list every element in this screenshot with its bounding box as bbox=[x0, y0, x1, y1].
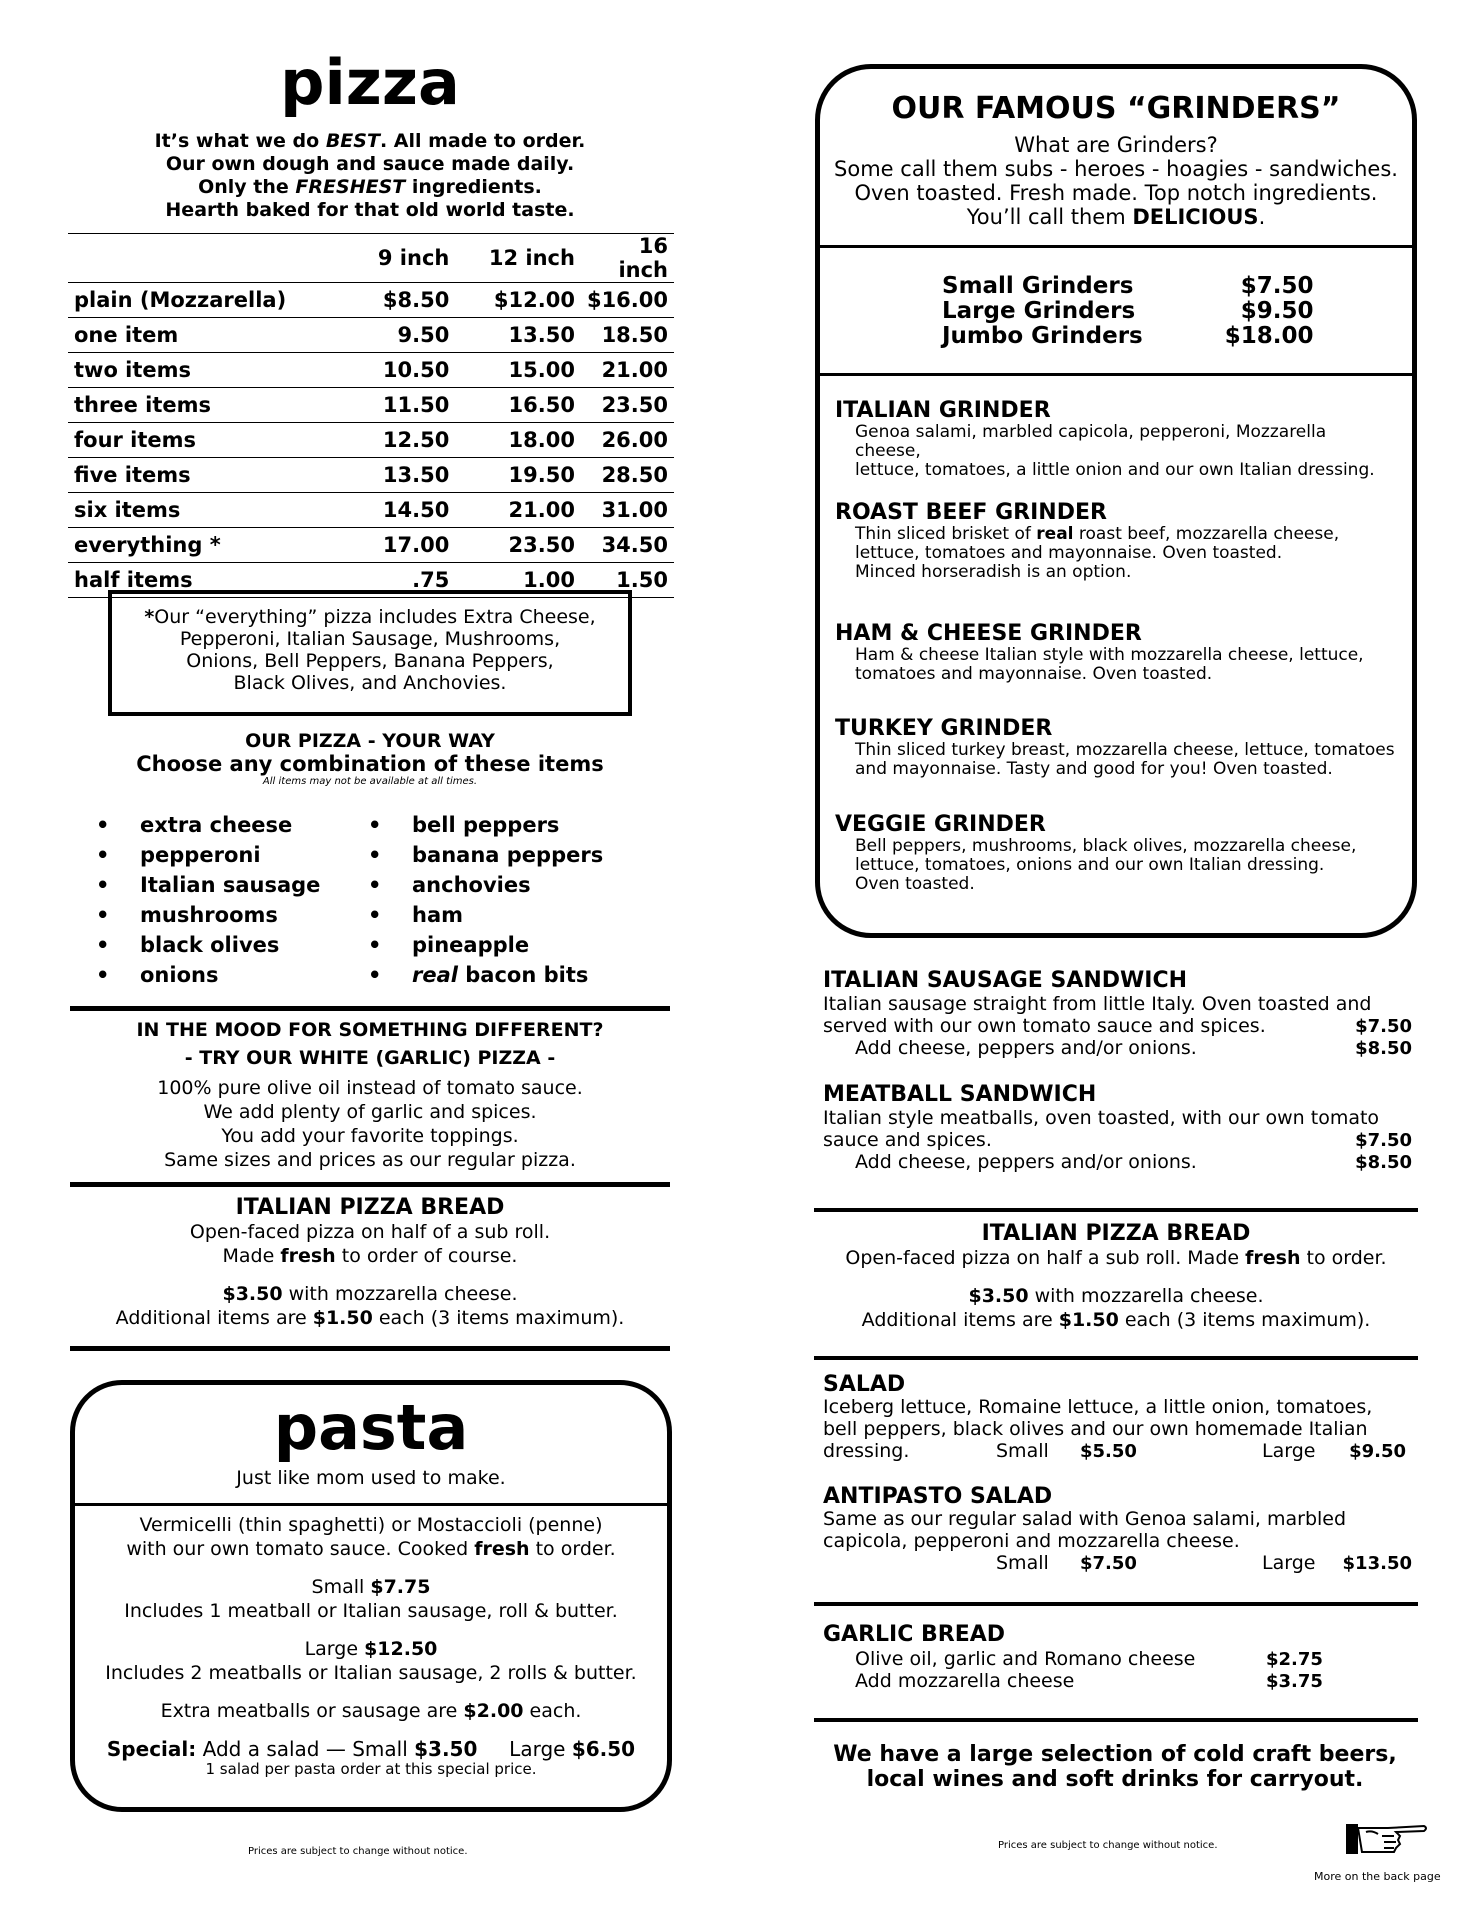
menu-item-veggie-grinder: VEGGIE GRINDER Bell peppers, mushrooms, black olives, mozzarella cheese, lettuce, tomatoes, onions and our own Italian dressing. Oven toasted. bbox=[835, 812, 1357, 894]
topping-label: mushrooms bbox=[140, 903, 278, 927]
price-cell: 21.00 bbox=[581, 353, 674, 388]
size-label: Small bbox=[996, 1440, 1049, 1462]
bullet-icon: • bbox=[368, 963, 382, 987]
size-label: Large bbox=[1262, 1552, 1316, 1574]
sausage-sandwich-desc: served with our own tomato sauce and spices. bbox=[823, 1015, 1266, 1037]
size-name: Small Grinders bbox=[942, 273, 1134, 299]
price: $2.75 bbox=[1266, 1649, 1323, 1670]
bullet-icon: • bbox=[368, 873, 382, 897]
sausage-sandwich-addon: Add cheese, peppers and/or onions. bbox=[855, 1037, 1197, 1059]
price-cell: 21.00 bbox=[455, 493, 581, 528]
price: $7.50 bbox=[1355, 1130, 1412, 1151]
table-row bbox=[68, 388, 674, 423]
price-cell: 12.50 bbox=[345, 423, 456, 458]
pizza-tagline: It’s what we do BEST. All made to order. Our own dough and sauce made daily. Only the FRESHEST ingredients. Hearth baked for that old world taste. bbox=[154, 130, 586, 221]
price-cell: 28.50 bbox=[581, 458, 674, 493]
pizza-bread-section-right: ITALIAN PIZZA BREAD Open-faced pizza on half a sub roll. Made fresh to order. $3.50 with mozzarella cheese. Additional items are $1.50 each (3 items maximum). bbox=[845, 1221, 1387, 1331]
divider bbox=[75, 1503, 667, 1506]
price-cell: 34.50 bbox=[581, 528, 674, 563]
menu-item-ham-cheese-grinder: HAM & CHEESE GRINDER Ham & cheese Italian style with mozzarella cheese, lettuce, tomatoes and mayonnaise. Oven toasted. bbox=[835, 621, 1364, 684]
price-cell: 1.50 bbox=[581, 563, 674, 598]
antipasto-desc: capicola, pepperoni and mozzarella cheese. bbox=[823, 1530, 1240, 1552]
grinder-size-prices bbox=[942, 274, 1314, 349]
table-row bbox=[68, 493, 674, 528]
availability-note: All items may not be available at all times. bbox=[262, 776, 478, 787]
topping-label: extra cheese bbox=[140, 813, 293, 837]
white-pizza-heading: IN THE MOOD FOR SOMETHING DIFFERENT? - TRY OUR WHITE (GARLIC) PIZZA - bbox=[136, 1019, 604, 1069]
price-cell: 18.50 bbox=[581, 318, 674, 353]
price-cell: 14.50 bbox=[345, 493, 456, 528]
divider bbox=[814, 1208, 1418, 1212]
divider bbox=[814, 1356, 1418, 1360]
divider bbox=[820, 373, 1412, 376]
pasta-details: Vermicelli (thin spaghetti) or Mostaccioli (penne) with our own tomato sauce. Cooked fresh to order. Small $7.75 Includes 1 meatball or Italian sausage, roll & butter. Large $12.50 Includes 2 meatballs or Italian sausage, 2 rolls & butter. Extra meatballs or sausage are $2.00 each. Special: Add a salad — Small $3.50 Large $6.50 1 salad per pasta order at this special price. bbox=[105, 1514, 637, 1778]
your-way-heading: OUR PIZZA - YOUR WAY Choose any combination of these items bbox=[136, 730, 604, 776]
antipasto-desc: Same as our regular salad with Genoa salami, marbled bbox=[823, 1508, 1347, 1530]
bullet-icon: • bbox=[96, 843, 110, 867]
table-row bbox=[942, 274, 1314, 299]
row-label: everything * bbox=[68, 528, 345, 563]
topping-label: black olives bbox=[140, 933, 280, 957]
topping-label: Italian sausage bbox=[140, 873, 321, 897]
size-name: Jumbo Grinders bbox=[942, 323, 1143, 349]
meatball-sandwich-title: MEATBALL SANDWICH bbox=[823, 1082, 1097, 1107]
topping-item bbox=[96, 930, 320, 960]
meatball-sandwich-desc: Italian style meatballs, oven toasted, with our own tomato bbox=[823, 1107, 1380, 1129]
grinders-title: OUR FAMOUS “GRINDERS” bbox=[891, 91, 1341, 126]
toppings-list-2 bbox=[368, 810, 603, 990]
table-row bbox=[68, 528, 674, 563]
row-label: one item bbox=[68, 318, 345, 353]
everything-note-box: *Our “everything” pizza includes Extra Cheese, Pepperoni, Italian Sausage, Mushrooms, Onions, Bell Peppers, Banana Peppers, Black Olives, and Anchovies. bbox=[108, 590, 632, 716]
price: $7.50 bbox=[1355, 1016, 1412, 1037]
table-row bbox=[68, 353, 674, 388]
salad-title: SALAD bbox=[823, 1372, 906, 1397]
topping-label: real bbox=[412, 963, 458, 987]
price: $7.50 bbox=[1080, 1553, 1137, 1574]
price-cell: 13.50 bbox=[455, 318, 581, 353]
price-cell: 15.00 bbox=[455, 353, 581, 388]
price: $7.50 bbox=[1240, 273, 1314, 299]
salad-desc: Iceberg lettuce, Romaine lettuce, a little onion, tomatoes, bbox=[823, 1396, 1373, 1418]
row-label: six items bbox=[68, 493, 345, 528]
bullet-icon: • bbox=[96, 873, 110, 897]
topping-label: ham bbox=[412, 903, 464, 927]
topping-label: banana peppers bbox=[412, 843, 604, 867]
pasta-subtitle: Just like mom used to make. bbox=[236, 1467, 506, 1489]
price-cell: 16.50 bbox=[455, 388, 581, 423]
topping-label: bacon bits bbox=[457, 963, 589, 987]
pointing-hand-icon bbox=[1344, 1818, 1430, 1860]
price-cell: 10.50 bbox=[345, 353, 456, 388]
topping-item bbox=[96, 840, 320, 870]
beverages-note: We have a large selection of cold craft beers, local wines and soft drinks for carryout. bbox=[833, 1742, 1397, 1792]
price: $3.75 bbox=[1266, 1671, 1323, 1692]
topping-item bbox=[368, 810, 603, 840]
price-cell: $8.50 bbox=[345, 283, 456, 318]
price: $18.00 bbox=[1224, 323, 1314, 349]
row-label: half items bbox=[68, 563, 345, 598]
price-disclaimer-right: Prices are subject to change without notice. bbox=[998, 1840, 1218, 1851]
price-cell: 1.00 bbox=[455, 563, 581, 598]
table-header-cell: 12 inch bbox=[455, 234, 581, 283]
price-cell: $16.00 bbox=[581, 283, 674, 318]
row-label: five items bbox=[68, 458, 345, 493]
menu-item-turkey-grinder: TURKEY GRINDER Thin sliced turkey breast, mozzarella cheese, lettuce, tomatoes and mayonnaise. Tasty and good for you! Oven toasted. bbox=[835, 716, 1395, 779]
garlic-bread-desc: Olive oil, garlic and Romano cheese bbox=[855, 1648, 1196, 1670]
table-header-row bbox=[68, 234, 674, 283]
price-cell: 23.50 bbox=[455, 528, 581, 563]
topping-label: bell peppers bbox=[412, 813, 560, 837]
pasta-title: pasta bbox=[273, 1391, 469, 1464]
price: $13.50 bbox=[1342, 1553, 1412, 1574]
row-label: two items bbox=[68, 353, 345, 388]
bullet-icon: • bbox=[368, 843, 382, 867]
price: $5.50 bbox=[1080, 1441, 1137, 1462]
bullet-icon: • bbox=[368, 903, 382, 927]
divider bbox=[814, 1718, 1418, 1722]
topping-label: onions bbox=[140, 963, 219, 987]
price-disclaimer-left: Prices are subject to change without notice. bbox=[248, 1846, 468, 1857]
topping-item bbox=[368, 840, 603, 870]
menu-item-italian-grinder: ITALIAN GRINDER Genoa salami, marbled capicola, pepperoni, Mozzarella cheese, lettuce, tomatoes, a little onion and our own Italian dressing. bbox=[835, 398, 1375, 480]
pasta-section bbox=[70, 1380, 672, 1812]
price-cell: 31.00 bbox=[581, 493, 674, 528]
table-header-cell bbox=[68, 234, 345, 283]
price-cell: 11.50 bbox=[345, 388, 456, 423]
grinders-intro: What are Grinders? Some call them subs - heroes - hoagies - sandwiches. Oven toasted. Fresh made. Top notch ingredients. You’ll call them DELICIOUS. bbox=[834, 133, 1398, 229]
garlic-bread-addon: Add mozzarella cheese bbox=[855, 1670, 1075, 1692]
menu-item-roast-beef-grinder: ROAST BEEF GRINDER Thin sliced brisket of real roast beef, mozzarella cheese, lettuce, tomatoes and mayonnaise. Oven toasted. Minced horseradish is an option. bbox=[835, 500, 1340, 582]
back-page-note: More on the back page bbox=[1314, 1870, 1441, 1883]
price: $9.50 bbox=[1240, 298, 1314, 324]
price: $8.50 bbox=[1355, 1152, 1412, 1173]
table-row bbox=[942, 299, 1314, 324]
topping-label: pineapple bbox=[412, 933, 530, 957]
toppings-list-1 bbox=[96, 810, 320, 990]
size-label: Large bbox=[1262, 1440, 1316, 1462]
price-cell: 26.00 bbox=[581, 423, 674, 458]
size-label: Small bbox=[996, 1552, 1049, 1574]
price-cell: .75 bbox=[345, 563, 456, 598]
price: $9.50 bbox=[1349, 1441, 1406, 1462]
pizza-price-table bbox=[68, 233, 674, 598]
topping-item bbox=[96, 870, 320, 900]
price-cell: 17.00 bbox=[345, 528, 456, 563]
topping-label: anchovies bbox=[412, 873, 531, 897]
topping-item bbox=[368, 900, 603, 930]
price-cell: 9.50 bbox=[345, 318, 456, 353]
pizza-title: pizza bbox=[280, 46, 460, 119]
divider bbox=[70, 1006, 670, 1011]
table-row bbox=[68, 318, 674, 353]
price-cell: 19.50 bbox=[455, 458, 581, 493]
price: $8.50 bbox=[1355, 1038, 1412, 1059]
bullet-icon: • bbox=[96, 933, 110, 957]
white-pizza-description: 100% pure olive oil instead of tomato sauce. We add plenty of garlic and spices. You add your favorite toppings. Same sizes and prices as our regular pizza. bbox=[157, 1077, 583, 1171]
size-name: Large Grinders bbox=[942, 298, 1136, 324]
divider bbox=[70, 1346, 670, 1351]
pizza-bread-section-left: ITALIAN PIZZA BREAD Open-faced pizza on half of a sub roll. Made fresh to order of course. $3.50 with mozzarella cheese. Additional items are $1.50 each (3 items maximum). bbox=[115, 1195, 625, 1329]
salad-desc: bell peppers, black olives and our own homemade Italian bbox=[823, 1418, 1368, 1440]
garlic-bread-title: GARLIC BREAD bbox=[823, 1622, 1006, 1647]
table-header-cell: 16 inch bbox=[581, 234, 674, 283]
divider bbox=[70, 1182, 670, 1187]
meatball-sandwich-desc: sauce and spices. bbox=[823, 1129, 992, 1151]
bullet-icon: • bbox=[96, 903, 110, 927]
bullet-icon: • bbox=[368, 813, 382, 837]
sausage-sandwich-title: ITALIAN SAUSAGE SANDWICH bbox=[823, 968, 1188, 993]
bullet-icon: • bbox=[96, 813, 110, 837]
table-row bbox=[68, 458, 674, 493]
bullet-icon: • bbox=[368, 933, 382, 957]
price-cell: 18.00 bbox=[455, 423, 581, 458]
topping-item bbox=[368, 960, 603, 990]
price-cell: 13.50 bbox=[345, 458, 456, 493]
topping-item bbox=[96, 960, 320, 990]
divider bbox=[820, 245, 1412, 248]
table-row bbox=[68, 283, 674, 318]
price-cell: $12.00 bbox=[455, 283, 581, 318]
salad-desc: dressing. bbox=[823, 1440, 910, 1462]
topping-item bbox=[96, 810, 320, 840]
antipasto-title: ANTIPASTO SALAD bbox=[823, 1484, 1053, 1509]
table-row bbox=[942, 324, 1314, 349]
topping-item bbox=[368, 930, 603, 960]
meatball-sandwich-addon: Add cheese, peppers and/or onions. bbox=[855, 1151, 1197, 1173]
bullet-icon: • bbox=[96, 963, 110, 987]
sausage-sandwich-desc: Italian sausage straight from little Italy. Oven toasted and bbox=[823, 993, 1372, 1015]
price-cell: 23.50 bbox=[581, 388, 674, 423]
topping-item bbox=[368, 870, 603, 900]
divider bbox=[814, 1602, 1418, 1606]
table-header-cell: 9 inch bbox=[345, 234, 456, 283]
topping-item bbox=[96, 900, 320, 930]
row-label: plain (Mozzarella) bbox=[68, 283, 345, 318]
row-label: three items bbox=[68, 388, 345, 423]
table-row bbox=[68, 423, 674, 458]
topping-label: pepperoni bbox=[140, 843, 261, 867]
grinders-section bbox=[815, 64, 1417, 938]
row-label: four items bbox=[68, 423, 345, 458]
